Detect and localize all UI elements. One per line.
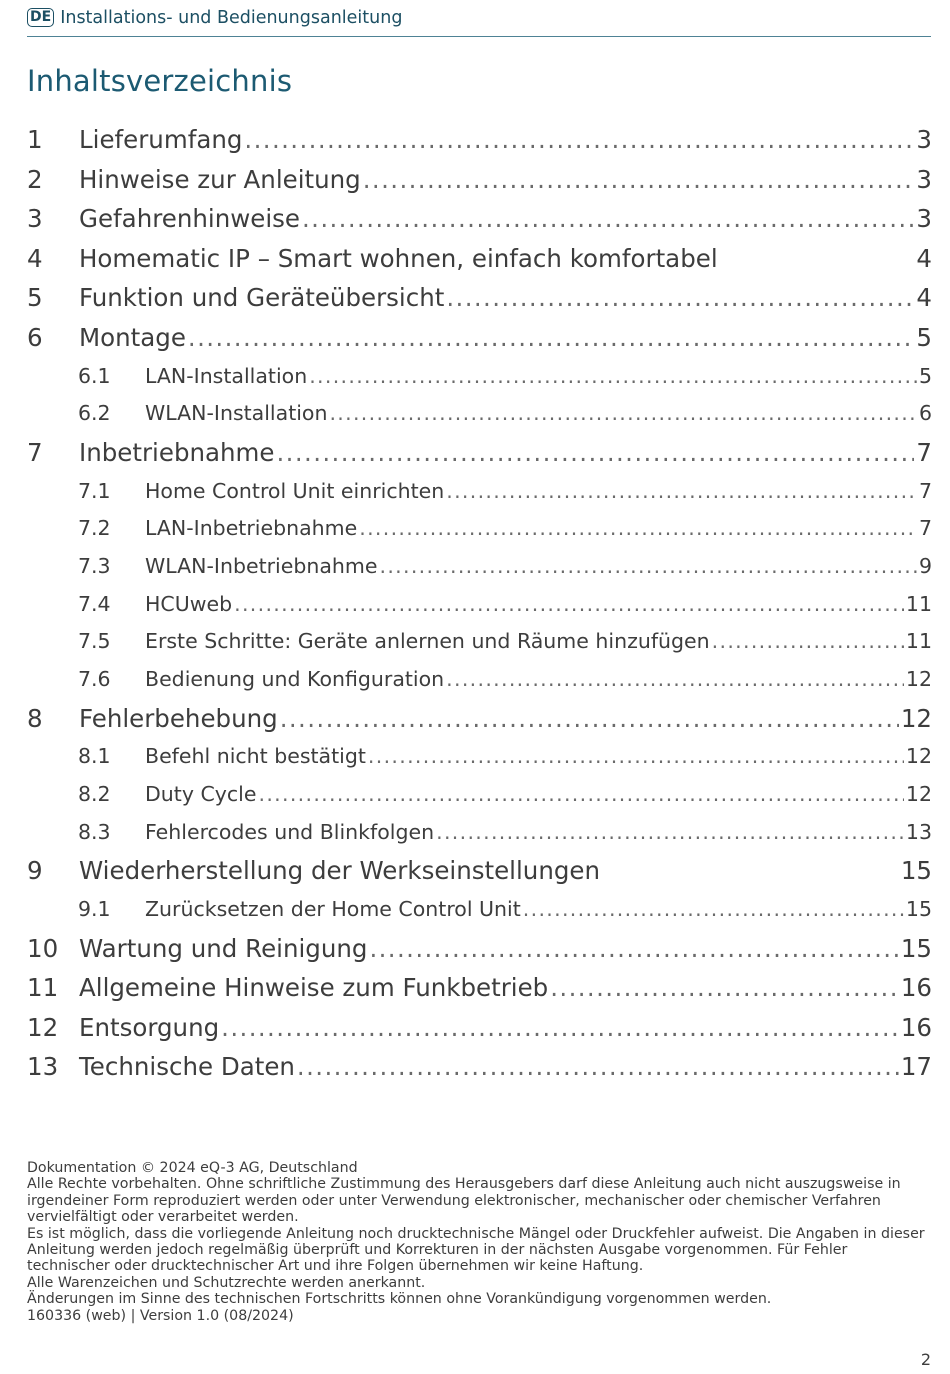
- dot-leader: [234, 586, 904, 624]
- toc-subentry[interactable]: [27, 814, 932, 852]
- toc-entry-number: 13: [27, 1052, 59, 1082]
- toc-entry-title: Technische Daten: [79, 1052, 295, 1082]
- dot-leader: [188, 318, 915, 358]
- toc-entry-number: 8.3: [78, 819, 111, 844]
- toc-entry-number: 11: [27, 973, 59, 1003]
- toc-entry-page: 11: [905, 629, 932, 654]
- dot-leader: [712, 623, 904, 661]
- toc-entry-page: 13: [905, 819, 932, 844]
- toc-entry-title: Inbetriebnahme: [79, 437, 275, 467]
- footer-line: Dokumentation © 2024 eQ-3 AG, Deutschland: [27, 1160, 358, 1176]
- toc-entry-page: 11: [905, 591, 932, 616]
- toc-entry-page: 6: [918, 401, 932, 426]
- toc-entry[interactable]: [27, 433, 932, 473]
- toc-subentry[interactable]: [27, 623, 932, 661]
- toc-entry[interactable]: [27, 318, 932, 358]
- toc-entry-number: 2: [27, 164, 43, 194]
- language-badge: DE: [27, 8, 54, 27]
- toc-subentry[interactable]: [27, 891, 932, 929]
- toc-entry-title: Funktion und Geräteübersicht: [79, 283, 445, 313]
- toc-entry-number: 7.3: [78, 553, 111, 578]
- toc-entry-page: 7: [918, 516, 932, 541]
- footer-line: 160336 (web) | Version 1.0 (08/2024): [27, 1307, 294, 1324]
- toc-entry-number: 9.1: [78, 896, 111, 921]
- toc-entry-title: Fehlercodes und Blinkfolgen: [145, 819, 435, 844]
- toc-entry-page: 16: [900, 1012, 932, 1042]
- toc-entry[interactable]: [27, 929, 932, 969]
- toc-entry-title: LAN-Inbetriebnahme: [145, 516, 358, 541]
- dot-leader: [277, 433, 915, 473]
- toc-entry-title: Fehlerbehebung: [79, 703, 278, 733]
- toc-entry-number: 8.2: [78, 781, 111, 806]
- toc-entry-number: 10: [27, 933, 59, 963]
- toc-entry-page: 15: [905, 896, 932, 921]
- dot-leader: [446, 661, 904, 699]
- toc-entry-title: Duty Cycle: [145, 781, 257, 806]
- dot-leader: [446, 278, 914, 318]
- dot-leader: [280, 699, 899, 739]
- toc-entry-title: Home Control Unit einrichten: [145, 478, 445, 503]
- toc-entry-title: Befehl nicht bestätigt: [145, 744, 366, 769]
- toc-entry[interactable]: [27, 160, 932, 200]
- toc-subentry[interactable]: [27, 548, 932, 586]
- toc-heading: Inhaltsverzeichnis: [27, 64, 293, 98]
- toc-entry-page: 15: [900, 933, 932, 963]
- toc-entry[interactable]: [27, 699, 932, 739]
- toc-entry-number: 5: [27, 283, 43, 313]
- toc-entry-page: 3: [916, 125, 932, 154]
- page-number: 2: [920, 1350, 931, 1369]
- toc-entry-number: 7.4: [78, 591, 111, 616]
- toc-entry-page: 5: [918, 363, 932, 388]
- toc-entry-title: Lieferumfang: [79, 125, 243, 154]
- dot-leader: [244, 120, 914, 160]
- toc-entry-title: Montage: [79, 322, 186, 352]
- toc-entry-page: 15: [900, 856, 932, 886]
- dot-leader: [221, 1008, 899, 1048]
- toc-entry[interactable]: [27, 968, 932, 1008]
- dot-leader: [259, 776, 904, 814]
- dot-leader: [359, 510, 917, 548]
- toc-subentry[interactable]: [27, 586, 932, 624]
- toc-entry-number: 6.1: [78, 363, 111, 388]
- dot-leader: [368, 738, 904, 776]
- toc-entry-page: 4: [916, 283, 932, 313]
- dot-leader: [446, 473, 917, 511]
- toc-entry-number: 7.5: [78, 629, 111, 654]
- toc-entry-title: Wiederherstellung der Werkseinstellungen: [79, 856, 601, 886]
- dot-leader: [302, 199, 914, 239]
- toc-entry-page: 4: [916, 243, 932, 273]
- toc-entry[interactable]: [27, 1047, 932, 1087]
- toc-subentry[interactable]: [27, 358, 932, 396]
- toc-subentry[interactable]: [27, 661, 932, 699]
- footer-line: Alle Warenzeichen und Schutzrechte werden anerkannt.: [27, 1274, 426, 1291]
- toc-entry-number: 1: [27, 125, 43, 154]
- toc-entry-title: Hinweise zur Anleitung: [79, 164, 361, 194]
- toc-entry-number: 6.2: [78, 401, 111, 426]
- toc-entry-number: 4: [27, 243, 43, 273]
- toc-subentry[interactable]: [27, 776, 932, 814]
- toc-entry-page: 3: [916, 204, 932, 234]
- dot-leader: [329, 395, 916, 433]
- toc-entry-page: 9: [918, 553, 932, 578]
- toc-entry-page: 12: [905, 744, 932, 769]
- toc-entry-title: Homematic IP – Smart wohnen, einfach komfortabel: [79, 243, 718, 273]
- dot-leader: [523, 891, 904, 929]
- toc-entry-title: Zurücksetzen der Home Control Unit: [145, 896, 521, 921]
- toc-entry-title: Wartung und Reinigung: [79, 933, 368, 963]
- toc-entry[interactable]: [27, 120, 932, 160]
- toc-entry-number: 7.1: [78, 478, 111, 503]
- dot-leader: [369, 929, 898, 969]
- toc-entry-number: 3: [27, 204, 43, 234]
- imprint-footer: [27, 1160, 932, 1324]
- toc-entry-page: 12: [905, 781, 932, 806]
- toc-entry-page: 16: [900, 973, 932, 1003]
- toc-entry[interactable]: [27, 278, 932, 318]
- toc-entry-number: 6: [27, 322, 43, 352]
- toc-entry-page: 12: [900, 703, 932, 733]
- toc-entry-number: 7.2: [78, 516, 111, 541]
- toc-entry-page: 17: [900, 1052, 932, 1082]
- toc-entry-page: 12: [905, 666, 932, 691]
- toc-entry-title: Bedienung und Konfiguration: [145, 666, 445, 691]
- toc-entry-page: 7: [916, 437, 932, 467]
- toc-entry-number: 12: [27, 1012, 59, 1042]
- toc-entry[interactable]: [27, 239, 932, 279]
- toc-entry-title: Gefahrenhinweise: [79, 204, 300, 234]
- toc-entry[interactable]: [27, 851, 932, 891]
- toc-entry-title: WLAN-Inbetriebnahme: [145, 553, 378, 578]
- toc-entry-number: 8: [27, 703, 43, 733]
- dot-leader: [309, 358, 917, 396]
- toc-subentry[interactable]: [27, 473, 932, 511]
- toc-entry-title: Entsorgung: [79, 1012, 220, 1042]
- toc-subentry[interactable]: [27, 510, 932, 548]
- page-header: [27, 5, 931, 37]
- toc-entry-page: 5: [916, 322, 932, 352]
- toc-entry-title: LAN-Installation: [145, 363, 308, 388]
- dot-leader: [363, 160, 915, 200]
- toc-entry[interactable]: [27, 199, 932, 239]
- dot-leader: [436, 814, 904, 852]
- footer-line: Es ist möglich, dass die vorliegende Anleitung noch drucktechnische Mängel oder Druckfehler aufweist. Die Angaben in dieser Anleitung werden jedoch regelmäßig überprüft und Korrekturen in der nächsten Ausgabe vorgenommen. Für Fehler technischer oder drucktechnischer Art und ihre Folgen übernehmen wir keine Haftung.: [27, 1225, 925, 1275]
- toc-entry-number: 7: [27, 437, 43, 467]
- toc-entry-title: WLAN-Installation: [145, 401, 328, 426]
- toc-entry-number: 7.6: [78, 666, 111, 691]
- toc-entry[interactable]: [27, 1008, 932, 1048]
- footer-line: Änderungen im Sinne des technischen Fortschritts können ohne Vorankündigung vorgenommen werden.: [27, 1291, 772, 1308]
- toc-entry-title: Erste Schritte: Geräte anlernen und Räume hinzufügen: [145, 629, 710, 654]
- dot-leader: [297, 1047, 899, 1087]
- dot-leader: [380, 548, 917, 586]
- toc-entry-title: HCUweb: [145, 591, 233, 616]
- toc-entry-page: 3: [916, 164, 932, 194]
- table-of-contents: [27, 120, 932, 1087]
- toc-subentry[interactable]: [27, 395, 932, 433]
- toc-entry-number: 9: [27, 856, 43, 886]
- toc-entry-page: 7: [918, 478, 932, 503]
- toc-entry-number: 8.1: [78, 744, 111, 769]
- toc-subentry[interactable]: [27, 738, 932, 776]
- toc-entry-title: Allgemeine Hinweise zum Funkbetrieb: [79, 973, 549, 1003]
- dot-leader: [550, 968, 899, 1008]
- document-title: Installations- und Bedienungsanleitung: [60, 7, 403, 28]
- footer-line: Alle Rechte vorbehalten. Ohne schriftliche Zustimmung des Herausgebers darf diese Anleitung auch nicht auszugsweise in irgendeiner Form reproduziert werden oder unter Verwendung elektronischer, mechanischer oder chemischer Verfahren vervielfältigt oder verarbeitet werden.: [27, 1176, 901, 1226]
